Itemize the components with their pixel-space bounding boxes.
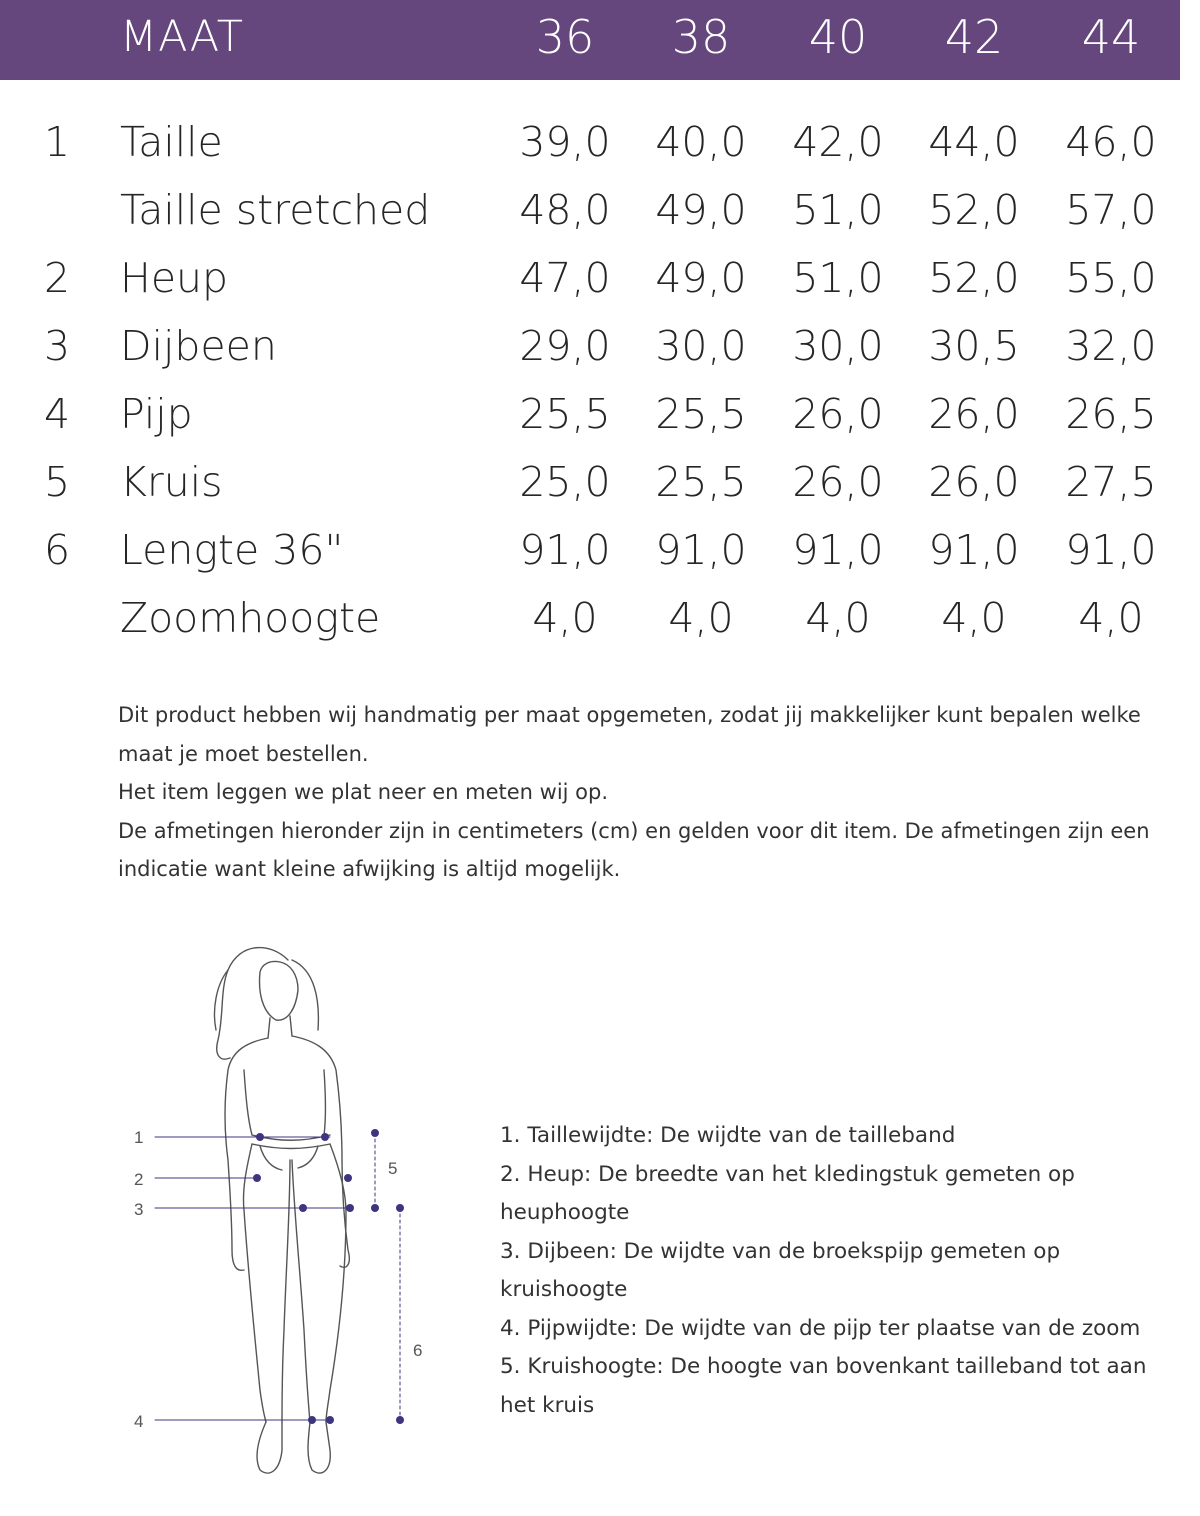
table-cell: 30,0 (655, 322, 747, 370)
table-cell: 51,0 (792, 254, 884, 302)
size-header-36: 36 (535, 10, 595, 64)
legend-item: 1. Taillewijdte: De wijdte van de tailleband (500, 1123, 956, 1148)
row-label: Taille stretched (120, 186, 431, 234)
table-cell: 39,0 (519, 118, 611, 166)
row-label: Lengte 36" (120, 526, 344, 574)
measurement-guides (155, 1129, 404, 1424)
table-cell: 25,5 (655, 390, 747, 438)
table-cell: 30,0 (792, 322, 884, 370)
table-cell: 25,0 (519, 458, 611, 506)
size-header-42: 42 (944, 10, 1004, 64)
table-cell: 91,0 (519, 526, 611, 574)
measurement-figure (120, 930, 440, 1510)
size-header-label: MAAT (120, 12, 245, 62)
table-cell: 47,0 (519, 254, 611, 302)
table-cell: 30,5 (928, 322, 1020, 370)
row-number: 1 (44, 118, 71, 166)
table-cell: 48,0 (519, 186, 611, 234)
row-number: 2 (44, 254, 71, 302)
table-cell: 52,0 (928, 254, 1020, 302)
table-cell: 55,0 (1065, 254, 1157, 302)
table-cell: 57,0 (1065, 186, 1157, 234)
table-cell: 91,0 (655, 526, 747, 574)
row-label: Heup (120, 254, 229, 302)
table-cell: 29,0 (519, 322, 611, 370)
table-row (0, 390, 1180, 450)
table-row (0, 186, 1180, 246)
table-cell: 91,0 (1065, 526, 1157, 574)
size-header-bar (0, 0, 1180, 80)
row-label: Taille (120, 118, 223, 166)
table-cell: 4,0 (668, 594, 734, 642)
table-cell: 4,0 (1078, 594, 1144, 642)
table-cell: 91,0 (792, 526, 884, 574)
table-row (0, 254, 1180, 314)
table-cell: 91,0 (928, 526, 1020, 574)
table-cell: 27,5 (1065, 458, 1157, 506)
table-row (0, 458, 1180, 518)
row-label: Kruis (120, 458, 223, 506)
table-cell: 26,0 (928, 458, 1020, 506)
row-label: Zoomhoogte (120, 594, 381, 642)
table-cell: 4,0 (941, 594, 1007, 642)
row-number: 3 (44, 322, 71, 370)
table-cell: 40,0 (655, 118, 747, 166)
table-cell: 4,0 (805, 594, 871, 642)
table-cell: 42,0 (792, 118, 884, 166)
size-header-44: 44 (1081, 10, 1141, 64)
table-row (0, 322, 1180, 382)
row-number: 6 (44, 526, 71, 574)
measurement-legend (500, 1117, 1180, 1425)
row-label: Pijp (120, 390, 193, 438)
figure-illustration (215, 948, 350, 1474)
table-cell: 25,5 (519, 390, 611, 438)
table-cell: 52,0 (928, 186, 1020, 234)
measurement-intro (118, 696, 1178, 889)
figure-label-4: 4 (134, 1412, 144, 1431)
table-cell: 25,5 (655, 458, 747, 506)
row-number: 5 (44, 458, 71, 506)
legend-item: 5. Kruishoogte: De hoogte van bovenkant tailleband tot aan het kruis (500, 1354, 1147, 1418)
intro-paragraph: De afmetingen hieronder zijn in centimeters (cm) en gelden voor dit item. De afmetingen zijn een indicatie want kleine afwijking is altijd mogelijk. (118, 818, 1150, 881)
table-cell: 26,0 (792, 390, 884, 438)
figure-label-2: 2 (134, 1170, 144, 1189)
table-cell: 51,0 (792, 186, 884, 234)
table-row (0, 118, 1180, 178)
figure-label-3: 3 (134, 1200, 144, 1219)
table-cell: 4,0 (532, 594, 598, 642)
intro-paragraph: Dit product hebben wij handmatig per maat opgemeten, zodat jij makkelijker kunt bepalen welke maat je moet bestellen. (118, 703, 1141, 766)
table-row (0, 594, 1180, 654)
figure-label-1: 1 (134, 1128, 144, 1147)
table-cell: 32,0 (1065, 322, 1157, 370)
table-cell: 49,0 (655, 254, 747, 302)
size-header-38: 38 (671, 10, 731, 64)
table-cell: 49,0 (655, 186, 747, 234)
size-header-40: 40 (808, 10, 868, 64)
legend-item: 3. Dijbeen: De wijdte van de broekspijp gemeten op kruishoogte (500, 1238, 1061, 1302)
figure-label-5: 5 (388, 1159, 398, 1178)
legend-item: 2. Heup: De breedte van het kledingstuk gemeten op heuphoogte (500, 1161, 1075, 1225)
table-cell: 26,0 (792, 458, 884, 506)
row-label: Dijbeen (120, 322, 277, 370)
intro-paragraph: Het item leggen we plat neer en meten wij op. (118, 780, 609, 804)
legend-item: 4. Pijpwijdte: De wijdte van de pijp ter plaatse van de zoom (500, 1315, 1141, 1341)
table-cell: 46,0 (1065, 118, 1157, 166)
table-row (0, 526, 1180, 586)
table-cell: 26,0 (928, 390, 1020, 438)
measurement-labels (134, 1128, 422, 1431)
row-number: 4 (44, 390, 71, 438)
table-cell: 44,0 (928, 118, 1020, 166)
figure-label-6: 6 (413, 1341, 423, 1360)
table-cell: 26,5 (1065, 390, 1157, 438)
